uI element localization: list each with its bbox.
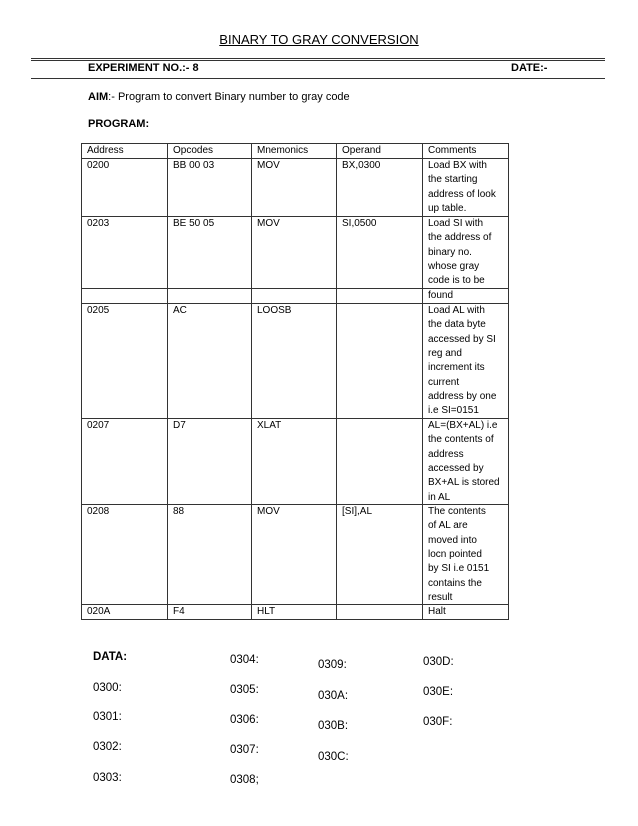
table-cell-address: 0205 <box>87 305 110 316</box>
table-cell-mnemonic: MOV <box>257 160 280 171</box>
data-cell: 0301: <box>93 711 122 723</box>
data-cell: 0303: <box>93 772 122 784</box>
data-cell: 0302: <box>93 741 122 753</box>
table-cell-comment-line: increment its <box>428 362 485 374</box>
table-header-operand: Operand <box>342 145 381 156</box>
table-cell-comment-line: address <box>428 448 464 460</box>
table-cell-comment-line: the address of <box>428 232 492 244</box>
table-cell-operand: BX,0300 <box>342 160 381 171</box>
data-cell: 0309: <box>318 659 347 671</box>
table-cell-comment-line: in AL <box>428 491 451 503</box>
table-cell-comment-line: accessed by SI <box>428 333 496 345</box>
table-cell-comment-line: current <box>428 376 460 388</box>
table-cell-opcode: 88 <box>173 506 185 517</box>
table-cell-address: 0200 <box>87 160 110 171</box>
table-cell-comment-line: binary no. <box>428 246 472 258</box>
table-cell-comment-line: result <box>428 591 453 603</box>
data-label: DATA: <box>93 651 128 663</box>
table-cell-comment-line: Load SI with <box>428 218 484 229</box>
table-cell-address: 0207 <box>87 420 110 431</box>
data-cell: 030B: <box>318 720 349 732</box>
table-cell-mnemonic: LOOSB <box>257 305 292 316</box>
table-column-divider <box>167 143 168 620</box>
table-cell-comment-line: whose gray <box>428 260 480 272</box>
header-rule-bottom <box>31 78 605 79</box>
header-rule-top-double <box>31 60 605 61</box>
table-cell-comment-line: Halt <box>428 606 446 617</box>
data-cell: 030D: <box>423 656 454 668</box>
date-field: DATE:- <box>511 62 548 74</box>
table-cell-opcode: F4 <box>173 606 185 617</box>
table-cell-opcode: D7 <box>173 420 186 431</box>
data-cell: 030F: <box>423 716 453 728</box>
table-cell-comment-line: of AL are <box>428 520 468 532</box>
table-cell-comment-line: the contents of <box>428 434 494 446</box>
data-cell: 0306: <box>230 714 259 726</box>
table-cell-comment-line: moved into <box>428 534 477 546</box>
table-cell-opcode: AC <box>173 305 187 316</box>
table-cell-comment-line: reg and <box>428 347 462 359</box>
data-cell: 030C: <box>318 751 349 763</box>
table-cell-mnemonic: MOV <box>257 218 280 229</box>
data-cell: 0305: <box>230 684 259 696</box>
data-cell: 030A: <box>318 690 349 702</box>
data-cell: 0300: <box>93 682 122 694</box>
table-header-mnemonics: Mnemonics <box>257 145 309 156</box>
table-header-address: Address <box>87 145 124 156</box>
table-row-divider <box>81 288 509 289</box>
aim-text: :- Program to convert Binary number to gray code <box>108 91 350 103</box>
table-header-opcodes: Opcodes <box>173 145 214 156</box>
table-cell-comment-line: found <box>428 289 454 301</box>
table-cell-mnemonic: MOV <box>257 506 280 517</box>
table-cell-comment-line: by SI i.e 0151 <box>428 563 490 575</box>
data-cell: 0304: <box>230 654 259 666</box>
table-column-divider <box>422 143 423 620</box>
table-column-divider <box>251 143 252 620</box>
data-cell: 0308; <box>230 774 259 786</box>
table-cell-comment-line: code is to be <box>428 275 485 287</box>
page-title: BINARY TO GRAY CONVERSION <box>219 32 419 47</box>
table-header-comments: Comments <box>428 145 477 156</box>
table-cell-address: 0203 <box>87 218 110 229</box>
data-cell: 030E: <box>423 686 454 698</box>
aim-line <box>88 91 350 103</box>
table-cell-comment-line: AL=(BX+AL) i.e <box>428 420 498 431</box>
table-cell-mnemonic: HLT <box>257 606 276 617</box>
table-cell-comment-line: address by one <box>428 390 497 402</box>
table-column-divider <box>336 143 337 620</box>
table-cell-comment-line: locn pointed <box>428 548 482 560</box>
table-cell-comment-line: Load BX with <box>428 160 487 171</box>
table-cell-comment-line: The contents <box>428 506 486 517</box>
table-cell-address: 0208 <box>87 506 110 517</box>
table-cell-opcode: BB 00 03 <box>173 160 215 171</box>
aim-label: AIM <box>88 91 109 103</box>
table-cell-comment-line: BX+AL is stored <box>428 477 500 489</box>
header-rule-top <box>31 58 605 59</box>
table-cell-mnemonic: XLAT <box>257 420 282 431</box>
experiment-number: EXPERIMENT NO.:- 8 <box>88 62 199 74</box>
table-cell-comment-line: address of look <box>428 188 496 200</box>
table-cell-opcode: BE 50 05 <box>173 218 215 229</box>
program-label: PROGRAM: <box>88 118 150 130</box>
data-cell: 0307: <box>230 744 259 756</box>
table-cell-comment-line: contains the <box>428 577 482 589</box>
table-cell-comment-line: accessed by <box>428 462 484 474</box>
table-cell-comment-line: Load AL with <box>428 305 485 316</box>
table-cell-comment-line: the starting <box>428 174 478 186</box>
table-cell-operand: [SI],AL <box>342 506 373 517</box>
table-cell-comment-line: the data byte <box>428 319 486 331</box>
table-cell-operand: SI,0500 <box>342 218 377 229</box>
table-cell-comment-line: up table. <box>428 202 467 214</box>
table-cell-comment-line: i.e SI=0151 <box>428 405 479 417</box>
table-cell-address: 020A <box>87 606 111 617</box>
